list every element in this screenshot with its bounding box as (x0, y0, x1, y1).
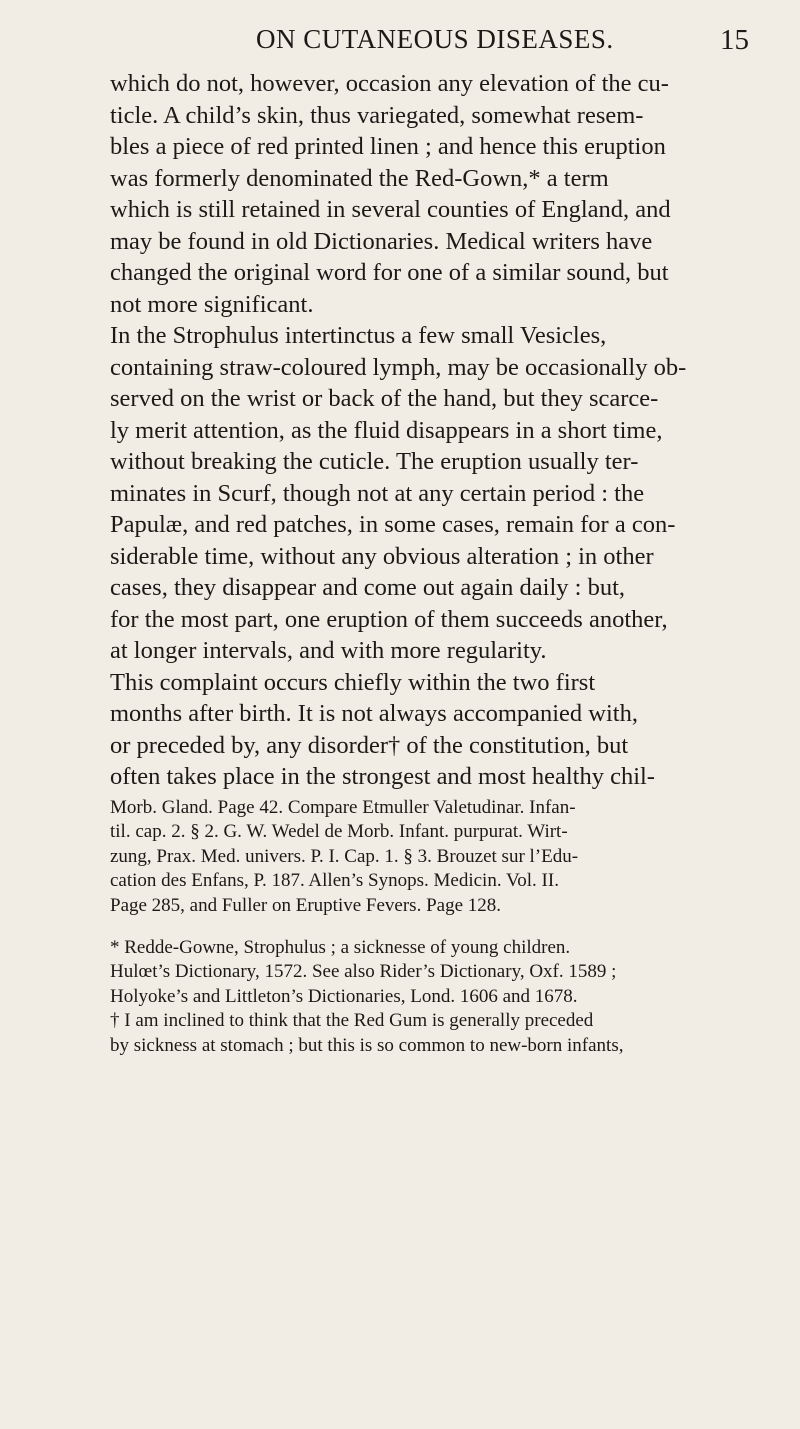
footnote-line: zung, Prax. Med. univers. P. I. Cap. 1. § 3. Brouzet sur l’Edu- (110, 845, 579, 867)
footnote-line: † I am inclined to think that the Red Gum is generally preceded (110, 1010, 594, 1032)
footnote-line: Hulœt’s Dictionary, 1572. See also Rider’s Dictionary, Oxf. 1589 ; (110, 961, 617, 983)
body-line: not more significant. (110, 290, 314, 318)
footnote-line: * Redde-Gowne, Strophulus ; a sicknesse of young children. (110, 936, 571, 958)
body-line: In the Strophulus intertinctus a few small Vesicles, (110, 322, 607, 349)
body-line: siderable time, without any obvious alteration ; in other (110, 542, 654, 570)
footnote-line: til. cap. 2. § 2. G. W. Wedel de Morb. Infant. purpurat. Wirt- (110, 821, 568, 843)
footnote-line: Page 285, and Fuller on Eruptive Fevers. Page 128. (110, 894, 502, 916)
body-line: changed the original word for one of a similar sound, but (110, 259, 669, 286)
page-number: 15 (720, 24, 749, 56)
body-line: bles a piece of red printed linen ; and hence this eruption (110, 133, 666, 160)
body-line: which is still retained in several counties of England, and (110, 196, 671, 223)
body-line: months after birth. It is not always accompanied with, (110, 700, 638, 727)
footnote-line: cation des Enfans, P. 187. Allen’s Synops. Medicin. Vol. II. (110, 870, 559, 892)
body-line: without breaking the cuticle. The eruption usually ter- (110, 448, 639, 475)
body-line: may be found in old Dictionaries. Medical writers have (110, 227, 653, 255)
body-line: cases, they disappear and come out again daily : but, (110, 574, 626, 601)
running-title: ON CUTANEOUS DISEASES. (256, 24, 614, 54)
body-line: often takes place in the strongest and most healthy chil- (110, 763, 655, 790)
footnotes (110, 796, 792, 1058)
body-line: at longer intervals, and with more regularity. (110, 637, 547, 664)
body-line: served on the wrist or back of the hand, but they scarce- (110, 385, 659, 412)
body-line: ly merit attention, as the fluid disappears in a short time, (110, 416, 663, 444)
body-line: Papulæ, and red patches, in some cases, remain for a con- (110, 511, 676, 538)
body-line: or preceded by, any disorder† of the constitution, but (110, 731, 629, 759)
footnote-line: Morb. Gland. Page 42. Compare Etmuller Valetudinar. Infan- (110, 797, 576, 818)
footnote-line: Holyoke’s and Littleton’s Dictionaries, Lond. 1606 and 1678. (110, 985, 578, 1007)
body-line: ticle. A child’s skin, thus variegated, somewhat resem- (110, 101, 644, 129)
body-line: for the most part, one eruption of them succeeds another, (110, 605, 668, 633)
body-line: This complaint occurs chiefly within the two first (110, 668, 596, 696)
body-line: which do not, however, occasion any elevation of the cu- (110, 70, 669, 97)
footnote-gap (110, 918, 792, 936)
footnote-line: by sickness at stomach ; but this is so common to new-born infants, (110, 1034, 624, 1056)
body-text (110, 68, 792, 793)
running-head (96, 24, 786, 64)
body-line: minates in Scurf, though not at any certain period : the (110, 479, 645, 507)
body-line: containing straw-coloured lymph, may be occasionally ob- (110, 353, 687, 381)
body-line: was formerly denominated the Red-Gown,* a term (110, 164, 609, 192)
